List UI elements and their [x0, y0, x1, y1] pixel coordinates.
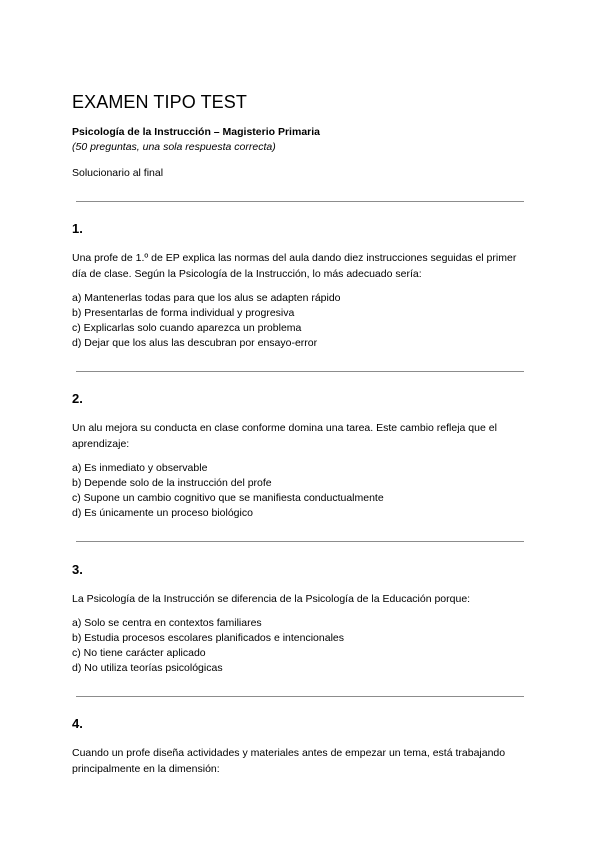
- exam-note: (50 preguntas, una sola respuesta correcta): [72, 141, 276, 153]
- option-item: a) Mantenerlas todas para que los alus se adapten rápido: [72, 292, 341, 304]
- exam-subject: Psicología de la Instrucción – Magisterio Primaria: [72, 126, 320, 138]
- question-text: Cuando un profe diseña actividades y materiales antes de empezar un tema, está trabajando principalmente en la dimensión:: [72, 747, 506, 775]
- solutions-note: Solucionario al final: [72, 167, 164, 179]
- question-number: 4.: [72, 716, 83, 731]
- option-item: c) Supone un cambio cognitivo que se manifiesta conductualmente: [72, 492, 384, 504]
- option-item: d) Dejar que los alus las descubran por ensayo-error: [72, 337, 318, 349]
- option-list: [72, 291, 341, 351]
- question-number: 2.: [72, 391, 83, 406]
- option-item: c) Explicarlas solo cuando aparezca un problema: [72, 322, 302, 334]
- question-text: La Psicología de la Instrucción se diferencia de la Psicología de la Educación porque:: [72, 593, 471, 605]
- question-number: 1.: [72, 221, 83, 236]
- divider: [76, 371, 524, 372]
- option-item: b) Estudia procesos escolares planificados e intencionales: [72, 632, 344, 644]
- divider: [76, 541, 524, 542]
- option-item: a) Es inmediato y observable: [72, 462, 208, 474]
- option-item: d) No utiliza teorías psicológicas: [72, 662, 223, 674]
- option-item: c) No tiene carácter aplicado: [72, 647, 206, 659]
- option-item: a) Solo se centra en contextos familiares: [72, 617, 262, 629]
- question-text: Una profe de 1.º de EP explica las normas del aula dando diez instrucciones seguidas el primer día de clase. Según la Psicología de la Instrucción, lo más adecuado sería:: [72, 252, 517, 280]
- divider: [76, 201, 524, 202]
- question-number: 3.: [72, 562, 83, 577]
- option-list: [72, 616, 344, 676]
- exam-title: EXAMEN TIPO TEST: [72, 92, 247, 112]
- option-item: d) Es únicamente un proceso biológico: [72, 507, 253, 519]
- question-text: Un alu mejora su conducta en clase conforme domina una tarea. Este cambio refleja que el aprendizaje:: [72, 422, 497, 450]
- option-list: [72, 461, 384, 521]
- divider: [76, 696, 524, 697]
- option-item: b) Depende solo de la instrucción del profe: [72, 477, 272, 489]
- option-item: b) Presentarlas de forma individual y progresiva: [72, 307, 295, 319]
